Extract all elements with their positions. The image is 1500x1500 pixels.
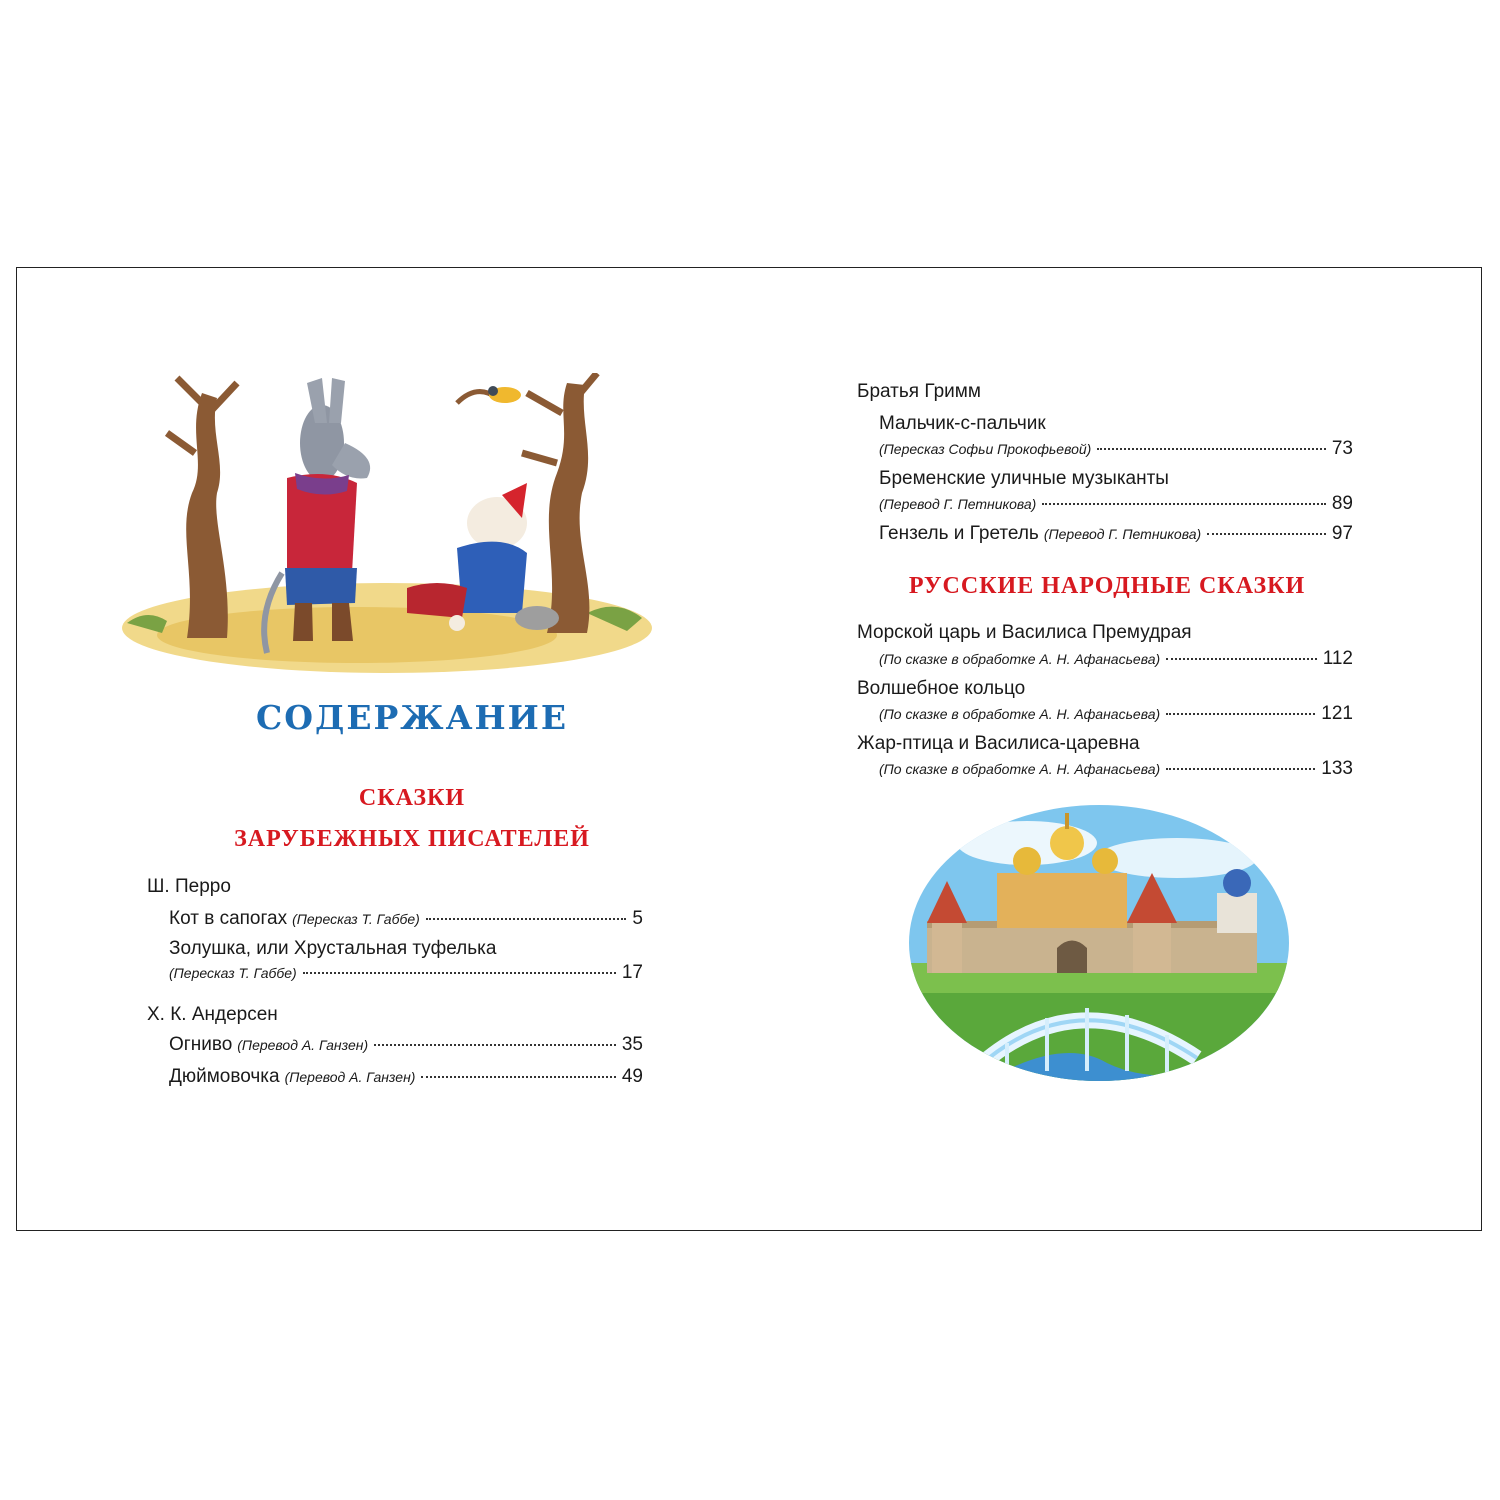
entry-note: (Перевод Г. Петникова) [879, 496, 1037, 512]
page-number: 35 [621, 1034, 643, 1055]
dot-leader [1166, 768, 1315, 770]
entry-note: (Пересказ Т. Габбе) [292, 911, 420, 927]
toc-entry[interactable] [169, 1034, 643, 1056]
entry-note: (По сказке в обработке А. Н. Афанасьева) [879, 761, 1161, 777]
dot-leader [1042, 503, 1326, 505]
entry-title: Кот в сапогах [169, 908, 288, 929]
entry-title[interactable]: Морской царь и Василиса Премудрая [857, 622, 1192, 643]
dot-leader [303, 972, 616, 974]
toc-entry[interactable] [169, 908, 643, 930]
dot-leader [421, 1076, 615, 1078]
toc-entry[interactable] [879, 523, 1353, 545]
page-number: 73 [1331, 438, 1353, 459]
entry-note: (Перевод Г. Петникова) [1043, 526, 1202, 542]
toc-entry-subline[interactable] [169, 962, 643, 984]
author-perrault: Ш. Перро [147, 876, 231, 897]
entry-title[interactable]: Бременские уличные музыканты [879, 468, 1169, 489]
donkey-dog-illustration [117, 373, 657, 673]
dot-leader [374, 1044, 616, 1046]
book-spread [16, 267, 1482, 1231]
page-number: 112 [1322, 648, 1353, 669]
toc-entry-subline[interactable] [879, 438, 1353, 460]
entry-note: (Перевод А. Ганзен) [284, 1069, 416, 1085]
entry-title[interactable]: Золушка, или Хрустальная туфелька [169, 938, 497, 959]
dot-leader [426, 918, 627, 920]
left-section-title-line2: ЗАРУБЕЖНЫХ ПИСАТЕЛЕЙ [234, 826, 590, 852]
entry-note: (Пересказ Т. Габбе) [169, 965, 297, 981]
page-number: 17 [621, 962, 643, 983]
author-andersen: Х. К. Андерсен [147, 1004, 278, 1025]
toc-entry-subline[interactable] [879, 493, 1353, 515]
entry-title: Дюймовочка [169, 1066, 280, 1087]
left-section-title-line1: СКАЗКИ [358, 785, 466, 811]
entry-note: (Перевод А. Ганзен) [237, 1037, 369, 1053]
kremlin-oval-illustration [907, 803, 1292, 1093]
dot-leader [1166, 713, 1315, 715]
page-number: 5 [632, 908, 643, 929]
contents-title: СОДЕРЖАНИЕ [255, 698, 568, 737]
page-number: 49 [621, 1066, 643, 1087]
dot-leader [1097, 448, 1326, 450]
entry-note: (По сказке в обработке А. Н. Афанасьева) [879, 706, 1161, 722]
entry-title[interactable]: Жар-птица и Василиса-царевна [857, 733, 1140, 754]
right-section-title: РУССКИЕ НАРОДНЫЕ СКАЗКИ [908, 573, 1306, 599]
toc-entry[interactable] [169, 1066, 643, 1088]
entry-title[interactable]: Мальчик-с-пальчик [879, 413, 1046, 434]
toc-entry-subline[interactable] [879, 703, 1353, 725]
entry-title[interactable]: Волшебное кольцо [857, 678, 1026, 699]
author-grimm: Братья Гримм [857, 381, 981, 402]
page-number: 97 [1331, 523, 1353, 544]
toc-entry-subline[interactable] [879, 648, 1353, 670]
dot-leader [1207, 533, 1326, 535]
entry-title: Гензель и Гретель [879, 523, 1039, 544]
page-number: 133 [1321, 758, 1353, 779]
entry-note: (По сказке в обработке А. Н. Афанасьева) [879, 651, 1161, 667]
entry-title: Огниво [169, 1034, 233, 1055]
page-number: 121 [1321, 703, 1353, 724]
toc-entry-subline[interactable] [879, 758, 1353, 780]
entry-note: (Пересказ Софьи Прокофьевой) [879, 441, 1092, 457]
page-number: 89 [1331, 493, 1353, 514]
dot-leader [1166, 658, 1317, 660]
